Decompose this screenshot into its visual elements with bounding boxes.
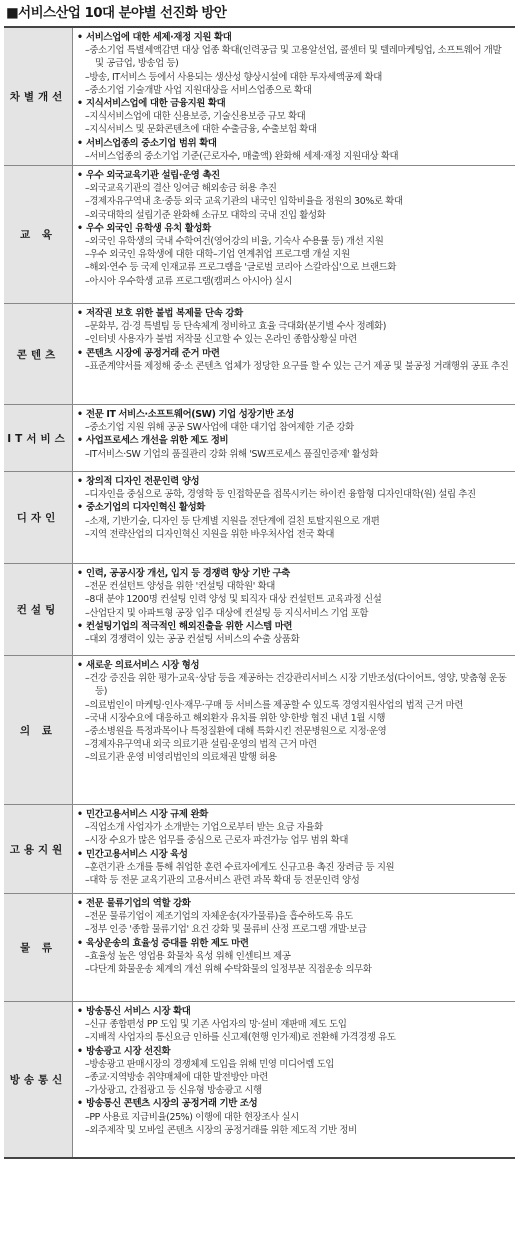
- bullet-icon: •: [77, 660, 83, 672]
- heading-text: 콘텐츠 시장에 공정거래 준거 마련: [86, 347, 220, 359]
- sub-item: –중소병원을 특정과목이나 특정질환에 대해 특화시킨 전문병원으로 지정·운영: [85, 726, 387, 738]
- section-content: [73, 805, 516, 894]
- sub-item: –중소기업 특별세액감면 대상 업종 확대(인력공급 및 고용알선업, 콜센터 및 텔레마케팅업, 소프트웨어 개발 및 공급업, 방송업 등): [85, 45, 502, 70]
- heading-text: 우수 외국교육기관 설립·운영 촉진: [86, 170, 220, 182]
- bullet-icon: •: [77, 170, 83, 182]
- bullet-icon: •: [77, 809, 83, 821]
- sub-item: –의료기관 운영 비영리법인의 의료채권 발행 허용: [85, 752, 277, 764]
- section-content: [73, 405, 516, 472]
- section-heading: [77, 897, 511, 910]
- sub-item: –외국대학의 설립기준 완화해 소규모 대학의 국내 진입 활성화: [85, 209, 326, 221]
- heading-text: 민간고용서비스 시장 규제 완화: [86, 809, 208, 821]
- section-heading: [77, 434, 511, 447]
- section-heading: [77, 307, 511, 320]
- bullet-icon: •: [77, 476, 83, 488]
- sub-item: –훈련기관 소개를 통해 취업한 훈련 수료자에게도 신규고용 촉진 장려금 등 지원: [85, 861, 395, 873]
- sub-item: –다단계 화물운송 체계의 개선 위해 수탁화물의 일정부분 직접운송 의무화: [85, 964, 372, 976]
- sub-item: –서비스업종의 중소기업 기준(근로자수, 매출액) 완화해 세제·재정 지원대상 확대: [85, 150, 399, 162]
- sub-item: –PP 사용료 지급비율(25%) 이행에 대한 현장조사 실시: [85, 1111, 299, 1123]
- heading-text: 인력, 공공시장 개선, 입지 등 경쟁력 향상 기반 구축: [86, 568, 290, 580]
- section-content: [73, 564, 516, 656]
- section-category: 의 료: [4, 656, 73, 805]
- section-heading: [77, 169, 511, 182]
- sub-item: –의료법인이 마케팅·인사·재무·구매 등 서비스를 제공할 수 있도록 경영지원사업의 법적 근거 마련: [85, 699, 464, 711]
- section-row: [4, 805, 515, 894]
- section-category: 방송통신: [4, 1002, 73, 1158]
- sub-item: –해외·연수 등 국제 인재교류 프로그램을 '글로벌 코리아 스칼라십'으로 브랜드화: [85, 262, 397, 274]
- section-row: [4, 27, 515, 166]
- bullet-icon: •: [77, 937, 83, 949]
- bullet-icon: •: [77, 347, 83, 359]
- heading-text: 우수 외국인 유학생 유치 활성화: [86, 222, 211, 234]
- section-row: [4, 304, 515, 405]
- bullet-icon: •: [77, 502, 83, 514]
- section-heading: [77, 1005, 511, 1018]
- heading-text: 사업프로세스 개선을 위한 제도 정비: [86, 435, 229, 447]
- sub-item: –중소기업 지원 위해 공공 SW사업에 대한 대기업 참여제한 기준 강화: [85, 422, 354, 434]
- bullet-icon: •: [77, 32, 83, 43]
- sub-item: –가상광고, 간접광고 등 신유형 방송광고 시행: [85, 1085, 262, 1097]
- heading-text: 전문 IT 서비스·소프트웨어(SW) 기업 성장기반 조성: [86, 409, 294, 421]
- sub-item: –종교·지역방송 취약매체에 대한 발전방안 마련: [85, 1072, 268, 1084]
- section-heading: [77, 137, 511, 150]
- section-heading: [77, 567, 511, 580]
- section-row: [4, 894, 515, 1002]
- section-content: [73, 27, 516, 166]
- sub-item: –방송광고 판매시장의 경쟁체제 도입을 위해 민영 미디어렙 도입: [85, 1058, 335, 1070]
- section-content: [73, 166, 516, 304]
- sub-item: –산업단지 및 아파트형 공장 입주 대상에 컨설팅 등 지식서비스 기업 포함: [85, 607, 369, 619]
- sub-item: –정부 인증 '종합 물류기업' 요건 강화 및 물류비 산정 프로그램 개발·보급: [85, 924, 367, 936]
- bullet-icon: •: [77, 435, 83, 447]
- section-content: [73, 472, 516, 564]
- heading-text: 서비스업종의 중소기업 범위 확대: [86, 137, 217, 149]
- heading-text: 저작권 보호 위한 불법 복제물 단속 강화: [86, 308, 243, 320]
- sub-item: –전문 컨설턴트 양성을 위한 '컨설팅 대학원' 확대: [85, 581, 275, 593]
- bullet-icon: •: [77, 1098, 83, 1110]
- sub-item: –아시아 우수학생 교류 프로그램(캠퍼스 아시아) 실시: [85, 275, 292, 287]
- section-content: [73, 304, 516, 405]
- section-row: [4, 564, 515, 656]
- section-heading: [77, 808, 511, 821]
- section-category: 교 육: [4, 166, 73, 304]
- bullet-icon: •: [77, 568, 83, 580]
- bullet-icon: •: [77, 1045, 83, 1057]
- heading-text: 서비스업에 대한 세제·재정 지원 확대: [86, 32, 232, 43]
- bullet-icon: •: [77, 1006, 83, 1018]
- section-row: [4, 405, 515, 472]
- sub-item: –인터넷 사용자가 불법 저작물 신고할 수 있는 온라인 종합상황실 마련: [85, 334, 357, 346]
- heading-text: 방송통신 콘텐츠 시장의 공정거래 기반 조성: [86, 1098, 258, 1110]
- bullet-icon: •: [77, 620, 83, 632]
- sub-item: –직업소개 사업자가 소개받는 기업으로부터 받는 요금 자율화: [85, 822, 323, 834]
- section-heading: [77, 408, 511, 421]
- section-category: IT서비스: [4, 405, 73, 472]
- heading-text: 육상운송의 효율성 증대를 위한 제도 마련: [86, 937, 249, 949]
- section-content: [73, 1002, 516, 1158]
- bullet-icon: •: [77, 98, 83, 110]
- sub-item: –건강 증진을 위한 평가·교육·상담 등을 제공하는 건강관리서비스 시장 기반조성(다이어트, 영양, 맞춤형 운동 등): [85, 673, 507, 698]
- policy-table: [4, 26, 515, 1159]
- section-row: [4, 472, 515, 564]
- heading-text: 중소기업의 디자인혁신 활성화: [86, 502, 206, 514]
- heading-text: 컨설팅기업의 적극적인 해외진출을 위한 시스템 마련: [86, 620, 293, 632]
- section-heading: [77, 31, 511, 44]
- heading-text: 전문 물류기업의 역할 강화: [86, 898, 191, 910]
- bullet-icon: •: [77, 409, 83, 421]
- section-row: [4, 166, 515, 304]
- sub-item: –효율성 높은 영업용 화물차 육성 위해 인센티브 제공: [85, 950, 291, 962]
- section-row: [4, 1002, 515, 1158]
- section-content: [73, 894, 516, 1002]
- section-heading: [77, 475, 511, 488]
- section-heading: [77, 1045, 511, 1058]
- section-heading: [77, 97, 511, 110]
- sub-item: –소재, 기반기술, 디자인 등 단계별 지원을 전단계에 걸친 토탈지원으로 개편: [85, 515, 380, 527]
- policy-table-body: [4, 27, 515, 1158]
- sub-item: –국내 시장수요에 대응하고 해외환자 유치를 위한 양·한방 협진 내년 1월 시행: [85, 712, 386, 724]
- sub-item: –지식서비스 및 문화콘텐츠에 대한 수출금융, 수출보험 확대: [85, 124, 317, 136]
- sub-item: –지배적 사업자의 통신요금 인하를 신고제(현행 인가제)로 전환해 가격경쟁 유도: [85, 1032, 396, 1044]
- section-category: 컨설팅: [4, 564, 73, 656]
- sub-item: –지역 전략산업의 디자인혁신 지원을 위한 바우처사업 전국 확대: [85, 528, 335, 540]
- heading-text: 지식서비스업에 대한 금융지원 확대: [86, 98, 226, 110]
- section-category: 차별개선: [4, 27, 73, 166]
- section-category: 디자인: [4, 472, 73, 564]
- section-heading: [77, 937, 511, 950]
- bullet-icon: •: [77, 308, 83, 320]
- sub-item: –시장 수요가 많은 업무를 중심으로 근로자 파견가능 업무 범위 확대: [85, 835, 349, 847]
- section-heading: [77, 501, 511, 514]
- heading-text: 창의적 디자인 전문인력 양성: [86, 476, 200, 488]
- section-heading: [77, 1097, 511, 1110]
- sub-item: –방송, IT서비스 등에서 사용되는 생산성 향상시설에 대한 투자세액공제 확대: [85, 71, 382, 83]
- sub-item: –대학 등 전문 교육기관의 고용서비스 관련 과목 확대 등 전문인력 양성: [85, 875, 360, 887]
- sub-item: –신규 종합편성 PP 도입 및 기존 사업자의 망·설비 재판매 제도 도입: [85, 1019, 347, 1031]
- heading-text: 방송통신 서비스 시장 확대: [86, 1006, 191, 1018]
- sub-item: –외주제작 및 모바일 콘텐츠 시장의 공정거래를 위한 제도적 기반 정비: [85, 1124, 357, 1136]
- section-heading: [77, 347, 511, 360]
- bullet-icon: •: [77, 137, 83, 149]
- section-category: 고용지원: [4, 805, 73, 894]
- section-heading: [77, 222, 511, 235]
- sub-item: –경제자유구역내 초·중등 외국 교육기관의 내국인 입학비율을 정원의 30%로 확대: [85, 196, 403, 208]
- sub-item: –중소기업 기술개발 사업 지원대상을 서비스업종으로 확대: [85, 84, 312, 96]
- sub-item: –외국인 유학생의 국내 수학여건(영어강의 비율, 기숙사 수용률 등) 개선 지원: [85, 236, 384, 248]
- sub-item: –전문 물류기업이 제조기업의 자체운송(자가물류)을 흡수하도록 유도: [85, 911, 353, 923]
- section-heading: [77, 659, 511, 672]
- section-heading: [77, 620, 511, 633]
- sub-item: –8대 분야 1200명 컨설팅 인력 양성 및 퇴직자 대상 컨설턴트 교육과정 신설: [85, 594, 382, 606]
- sub-item: –문화부, 검·경 특별팀 등 단속체계 정비하고 효율 극대화(분기별 수사 정례화): [85, 321, 387, 333]
- heading-text: 민간고용서비스 시장 육성: [86, 848, 188, 860]
- sub-item: –표준계약서를 제정해 중·소 콘텐츠 업체가 정당한 요구를 할 수 있는 근거 제공 및 불공정 거래행위 공표 추진: [85, 360, 509, 372]
- sub-item: –지식서비스업에 대한 신용보증, 기술신용보증 규모 확대: [85, 111, 306, 123]
- sub-item: –IT서비스·SW 기업의 품질관리 강화 위해 'SW프로세스 품질인증제' 활성화: [85, 448, 379, 460]
- sub-item: –디자인을 중심으로 공학, 경영학 등 인접학문을 접목시키는 하이컨 융합형 디자인대학(원) 설립 추진: [85, 489, 476, 501]
- heading-text: 방송광고 시장 선진화: [86, 1045, 171, 1057]
- sub-item: –우수 외국인 유학생에 대한 대학–기업 연계취업 프로그램 개설 지원: [85, 249, 350, 261]
- bullet-icon: •: [77, 898, 83, 910]
- heading-text: 새로운 의료서비스 시장 형성: [86, 660, 200, 672]
- bullet-icon: •: [77, 222, 83, 234]
- section-row: [4, 656, 515, 805]
- sub-item: –외국교육기관의 결산 잉여금 해외송금 허용 추진: [85, 183, 277, 195]
- section-category: 콘텐츠: [4, 304, 73, 405]
- bullet-icon: •: [77, 848, 83, 860]
- section-content: [73, 656, 516, 805]
- sub-item: –경제자유구역내 외국 의료기관 설립·운영의 법적 근거 마련: [85, 739, 317, 751]
- page-title: ■서비스산업 10대 분야별 선진화 방안: [6, 5, 227, 21]
- section-heading: [77, 848, 511, 861]
- section-category: 물 류: [4, 894, 73, 1002]
- sub-item: –대외 경쟁력이 있는 공공 컨설팅 서비스의 수출 상품화: [85, 634, 300, 646]
